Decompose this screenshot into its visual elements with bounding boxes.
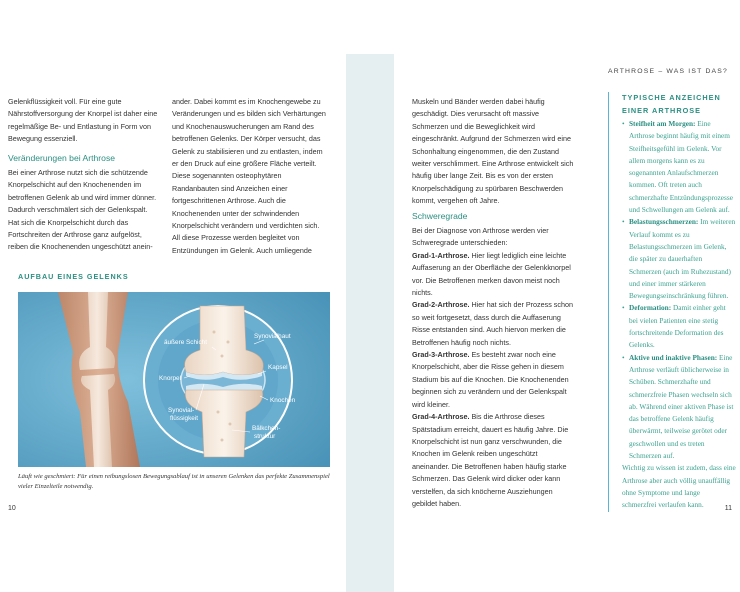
page-number-right: 11 [724,505,732,512]
paragraph: Bei einer Arthrose nutzt sich die schützende Knorpelschicht auf den Knochenenden im betroffenen Gelenk ab und wird immer dünner. Dadurch verschmälert sich der Gelenkspalt. Hat sich die Knorpelschicht durch das Fortschreiten der Arthrose ganz aufgelöst, reiben die Knochenenden ungeschützt anein- [8,168,157,252]
paragraph: ander. Dabei kommt es im Knochengewebe zu Veränderungen und es bilden sich Verhärtungen und Knochenauswucherungen am Rand des betroffenen Gelenks. Der Körper versucht, das Gelenk zu stabilisieren und zu entlasten, indem er den Druck auf eine größere Fläche verteilt. Diese sogenannten osteophytären Randanbauten sind Anzeichen einer fortgeschrittenen Arthrose. Auch die Knochenenden unter der schwindenden Knorpelschicht verändern und verdichten sich. All diese Prozesse werden begleitet von Entzündungen im Gelenk. Auch umliegende [172,97,326,255]
item-text: Im weiteren Verlauf kommt es zu Belastungsschmerzen im Gelenk, die später zu dauerhaften Schmerzen (auch im Ruhezustand) und einer immer stärkeren Bewegungseinschränkung führen. [629,217,736,301]
column-1-body [8,167,160,254]
label-cartilage: Knorpel [159,375,182,382]
label-synovial-skin: Synovialhaut [254,333,291,340]
sidebar-title-1: TYPISCHE ANZEICHEN [622,93,721,102]
paragraph: Bei der Diagnose von Arthrose werden vier Schweregrade unterschieden: [412,226,549,248]
label-outer-layer: äußere Schicht [164,339,207,346]
label-synovial-fluid-2: flüssigkeit [170,415,199,422]
section-heading: Veränderungen bei Arthrose [8,153,116,163]
sidebar-box [608,92,736,512]
grade-text: Hier hat sich der Prozess schon so weit fortgesetzt, dass durch die Auffaserung Risse entstanden sind. Auch hiervon merken die Betroffenen häufig noch nichts. [412,300,573,347]
item-label: Deformation: [629,303,672,313]
grade-label: Grad-2-Arthrose. [412,300,470,310]
figure-caption: Läuft wie geschmiert: Für einen reibungslosen Bewegungsablauf ist in unseren Gelenken das perfekte Zusammenspiel vieler Einzelteile notwendig. [18,473,330,490]
grade-paragraph [412,250,574,300]
column-2 [172,96,328,257]
grade-label: Grad-4-Arthrose. [412,412,470,422]
list-item [622,352,736,463]
figure-title: AUFBAU EINES GELENKS [18,272,129,281]
paragraph: Gelenkflüssigkeit voll. Für eine gute Nährstoffversorgung der Knorpel ist daher eine regelmäßige Be- und Entlastung in Form von Bewegung essenziell. [8,97,158,144]
grade-paragraph [412,299,574,349]
label-bone: Knochen [270,397,296,404]
grade-paragraph [412,349,574,411]
grade-text: Es besteht zwar noch eine Knorpelschicht, aber die Risse gehen in diesem Stadium bis auf die Knochen. Die Knochenenden beginnen sich zu verändern und der Gelenkspalt wird kleiner. [412,350,569,409]
list-item [622,216,736,302]
grade-text: Hier liegt lediglich eine leichte Auffaserung an der Oberfläche der Gelenkknorpel vor. Die Betroffenen merken davon meist noch nichts. [412,250,571,298]
grade-label: Grad-3-Arthrose. [412,350,470,360]
item-text: Eine Arthrose verläuft üblicherweise in Schüben. Schmerzhafte und schmerzfreie Phasen wechseln sich ab. Während einer aktiven Phase ist das betroffene Gelenk häufig überwärmt, teilweise gerötet oder geschwollen und es treten Schmerzen auf. [629,352,734,461]
item-label: Aktive und inaktive Phasen: [629,352,718,362]
page-number-left: 10 [8,505,16,512]
label-trabecular-1: Bälkchen- [252,425,281,432]
symptom-list [622,118,736,462]
grade-text: Bis die Arthrose dieses Spätstadium erreicht, dauert es häufig Jahre. Die Knorpelschicht ist nun ganz verschwunden, die Knochen im Gelenk reiben ungeschützt aneinander. Die Betroffenen haben häufig starke Schmerzen. Das Gelenk wird dicker oder kann verstelfen, da sich knöcherne Ausziehungen gebildet haben. [412,412,569,508]
label-capsule: Kapsel [268,364,288,371]
column-3-body [412,225,574,510]
running-title: ARTHROSE – WAS IST DAS? [607,68,728,75]
paragraph: Muskeln und Bänder werden dabei häufig geschädigt. Dies verursacht oft massive Schmerzen und die Beweglichkeit wird eingeschränkt. Aufgrund der Schmerzen wird eine Schonhaltung eingenommen, die den Zustand weiter verschlimmert. Eine Arthrose entwickelt sich häufig über lange Zeit. Bis es von der ersten Knorpelschädigung zu spürbaren Beschwerden kommt, vergehen oft Jahre. [412,97,574,206]
column-1 [8,96,160,146]
column-3 [412,96,574,208]
item-label: Steifheit am Morgen: [629,119,696,128]
knee-illustration [18,292,330,467]
list-item [622,118,736,216]
book-gutter [346,54,394,592]
item-label: Belastungsschmerzen: [629,217,699,227]
section-heading: Schweregrade [412,211,468,221]
knee-joint-image [18,292,330,467]
sidebar-footer: Wichtig zu wissen ist zudem, dass eine Arthrose aber auch völlig unauffällig ohne Symptome und lange schmerzfrei verlaufen kann. [622,463,736,510]
label-trabecular-2: struktur [254,433,276,440]
item-text: Damit einher geht bei vielen Patienten eine stetig fortschreitende Deformation des Gelenks. [629,303,726,350]
sidebar-title-2: EINER ARTHROSE [622,106,702,115]
grade-label: Grad-1-Arthrose. [412,250,470,260]
item-text: Eine Arthrose beginnt häufig mit einem Steifheitsgefühl im Gelenk. Vor allem morgens kann es zu sogenannten Anlaufschmerzen kommen. Oft treten auch schmerzhafte Entzündungsprozesse und Schwellungen am Gelenk auf. [629,119,733,215]
list-item [622,302,736,351]
grade-paragraph [412,411,574,510]
label-synovial-fluid-1: Synovial- [168,407,195,414]
